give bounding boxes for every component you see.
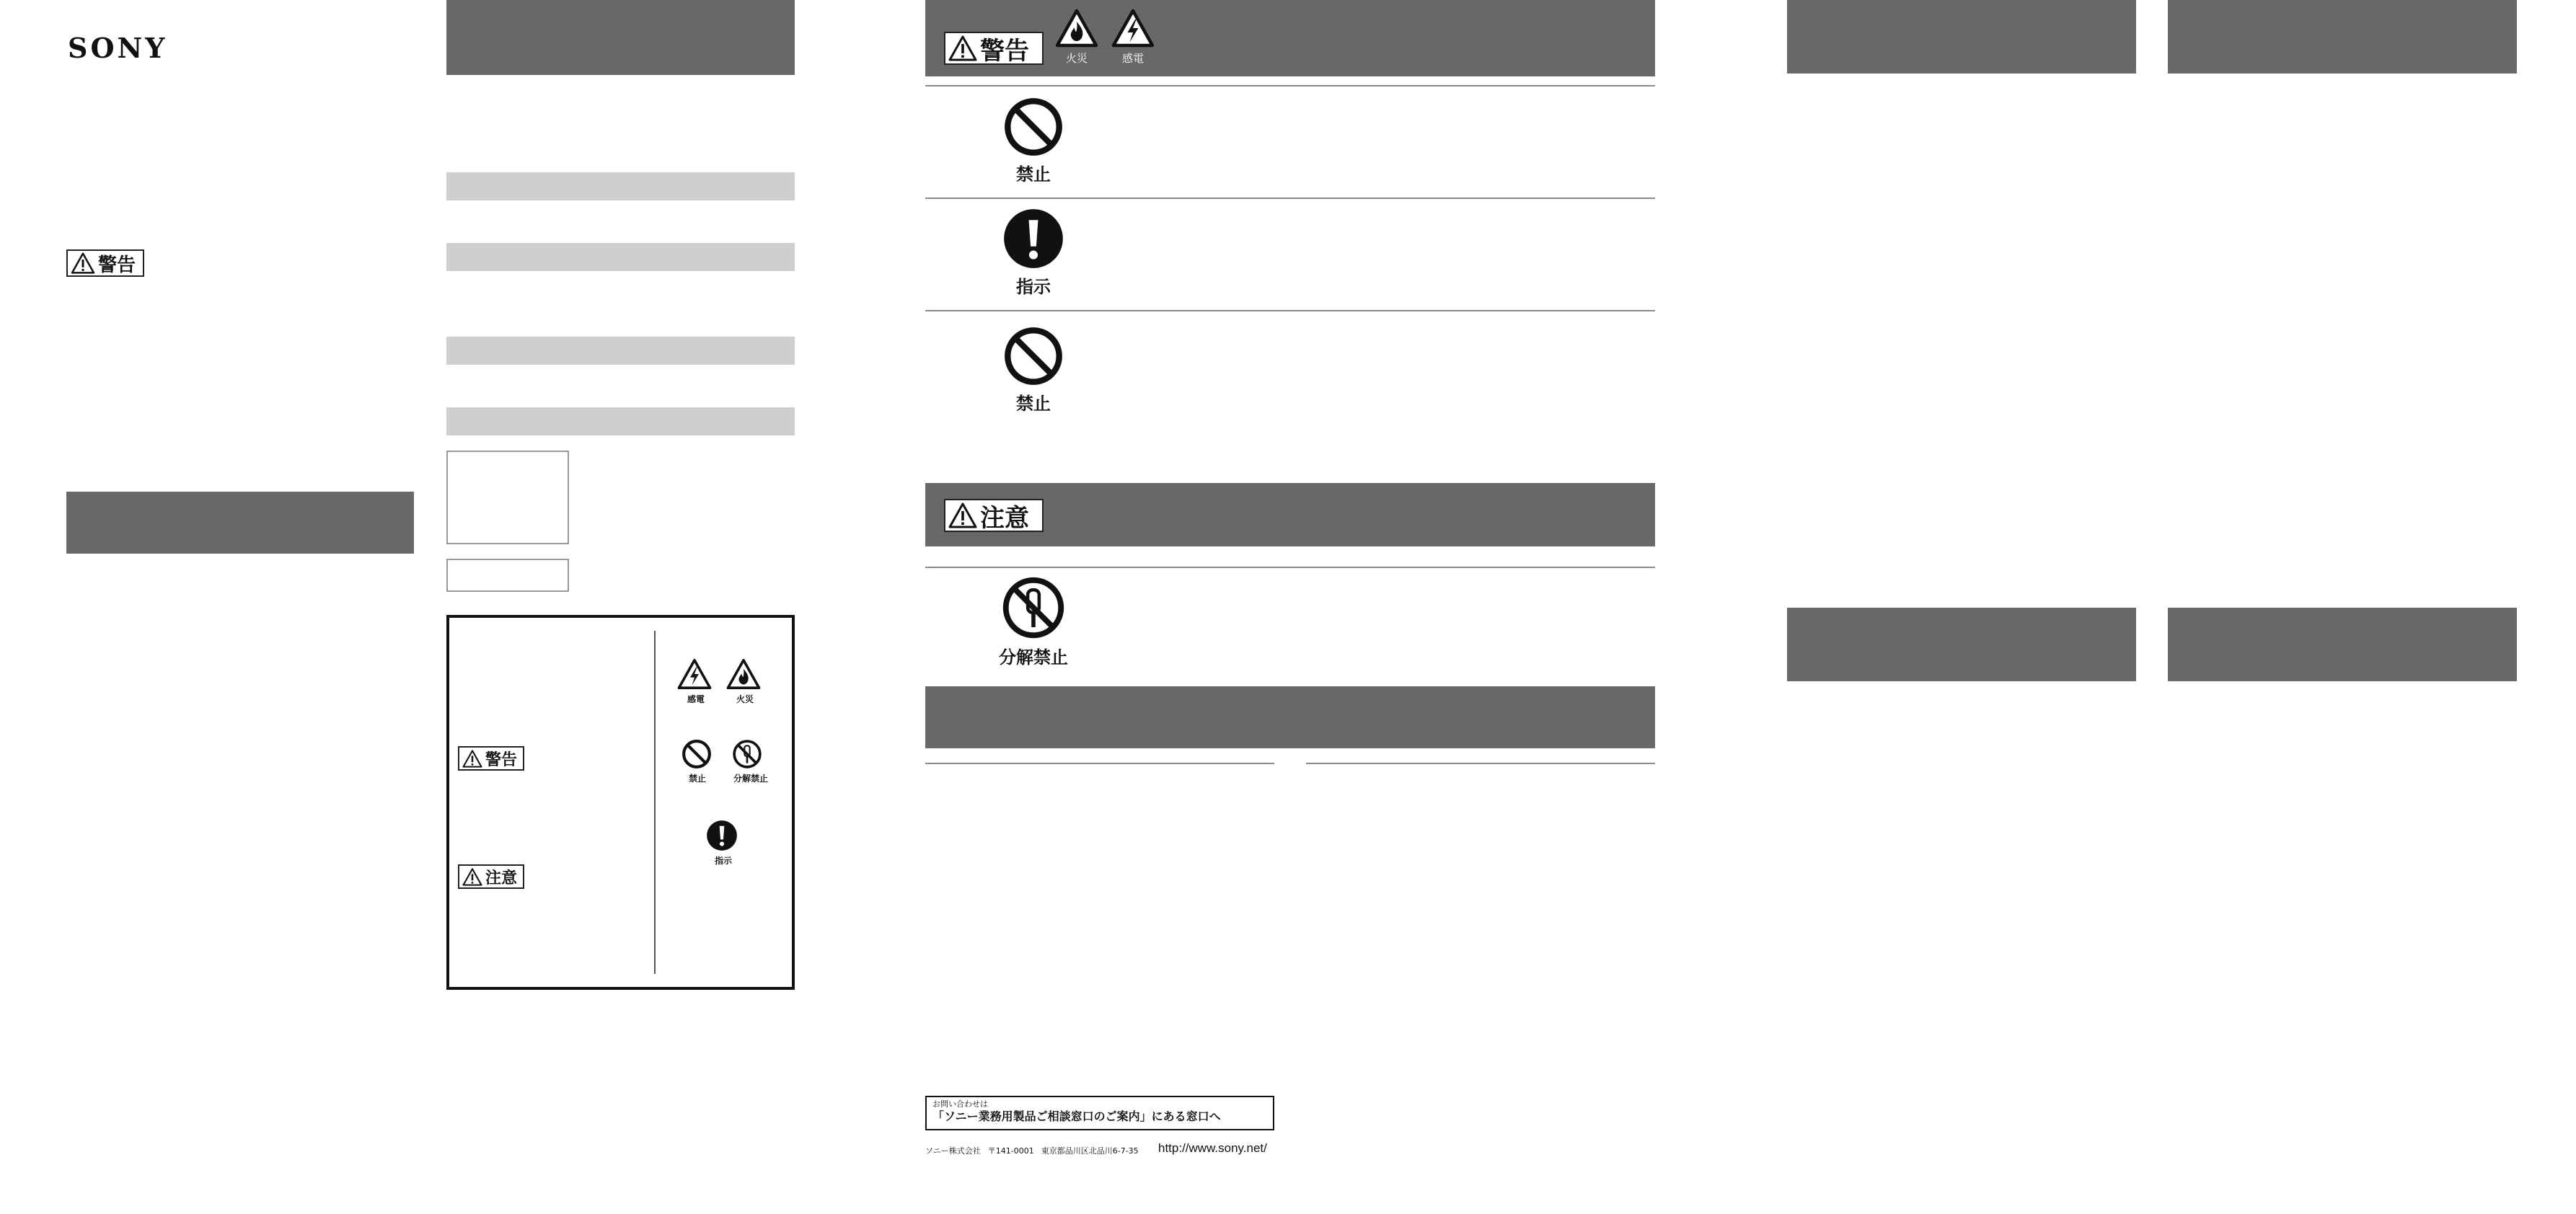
subheader-band <box>446 337 795 365</box>
warning-label-text: 警告 <box>98 254 136 276</box>
section-header-band <box>446 0 795 75</box>
company-name: ソニー株式会社 <box>925 1146 981 1156</box>
legend-warning-text: 警告 <box>485 750 518 769</box>
image-placeholder-box <box>446 451 569 544</box>
caution-section-label <box>944 499 1044 532</box>
brand-logo: SONY <box>68 32 168 64</box>
prohibited-icon <box>1003 326 1064 386</box>
company-url[interactable]: http://www.sony.net/ <box>1158 1141 1267 1155</box>
column-divider-line <box>925 763 1274 764</box>
warning-section-text: 警告 <box>980 36 1029 66</box>
caution-section-text: 注意 <box>980 503 1029 533</box>
postal-code: 〒141-0001 <box>987 1146 1034 1156</box>
section-header-band <box>2168 608 2517 681</box>
electric-shock-icon <box>677 658 712 690</box>
caption-placeholder-box <box>446 559 569 592</box>
electric-shock-icon <box>1111 9 1155 48</box>
shock-hazard-caption: 感電 <box>1121 52 1144 65</box>
warning-label <box>66 249 144 277</box>
warning-triangle-icon <box>462 750 482 768</box>
warning-item-prohibited-2 <box>1001 326 1066 415</box>
legend-instruct <box>706 820 741 867</box>
legend-instruct-caption: 指示 <box>714 856 732 866</box>
caution-item-no-disassembly <box>988 575 1079 668</box>
legend-nodis <box>728 739 774 784</box>
warning-triangle-icon <box>948 35 977 61</box>
section-header-band <box>1787 608 2136 681</box>
fire-hazard-icon <box>1055 9 1098 48</box>
header-shock-hazard <box>1111 9 1155 66</box>
no-disassembly-icon <box>1001 575 1066 640</box>
section-header-band <box>1787 0 2136 74</box>
column-divider-line <box>1306 763 1655 764</box>
no-disassembly-icon <box>732 739 762 769</box>
warning-triangle-icon <box>71 252 95 274</box>
warning-item-prohibited <box>1001 97 1066 185</box>
legend-fire-caption: 火災 <box>736 694 754 704</box>
legend-caution-text: 注意 <box>485 869 518 887</box>
warning-item-instruction <box>1001 208 1066 298</box>
fire-hazard-icon <box>726 658 761 690</box>
instruction-caption: 指示 <box>1016 277 1051 297</box>
legend-warning-label <box>458 746 524 771</box>
header-fire-hazard <box>1055 9 1098 66</box>
symbol-legend-box <box>446 615 795 990</box>
section-header-band <box>66 492 414 554</box>
prohibited-caption: 禁止 <box>1016 394 1051 414</box>
prohibited-icon <box>1003 97 1064 157</box>
instruction-icon <box>706 820 738 851</box>
legend-prohibit <box>682 739 713 784</box>
contact-box <box>925 1096 1274 1130</box>
section-header-band <box>2168 0 2517 74</box>
no-disassembly-caption: 分解禁止 <box>999 647 1068 668</box>
subheader-band <box>446 243 795 271</box>
warning-section-header <box>925 0 1655 76</box>
caution-section-header <box>925 483 1655 546</box>
contact-title-small: お問い合わせは <box>932 1099 988 1109</box>
fire-hazard-caption: 火災 <box>1065 52 1088 65</box>
legend-divider <box>654 631 656 974</box>
section-header-band <box>925 686 1655 748</box>
divider-line <box>925 310 1655 311</box>
contact-title-main: 「ソニー業務用製品ご相談窓口のご案内」にある窓口へ <box>932 1109 1221 1123</box>
legend-prohibit-caption: 禁止 <box>688 774 706 784</box>
subheader-band <box>446 407 795 435</box>
warning-section-label <box>944 32 1044 65</box>
company-address <box>925 1145 1139 1156</box>
warning-triangle-icon <box>948 502 977 528</box>
legend-caution-label <box>458 864 524 889</box>
divider-line <box>925 198 1655 199</box>
divider-line <box>925 567 1655 568</box>
subheader-band <box>446 172 795 200</box>
instruction-icon <box>1002 208 1064 270</box>
warning-triangle-icon <box>462 868 482 886</box>
prohibited-icon <box>682 739 712 769</box>
prohibited-caption: 禁止 <box>1016 164 1051 185</box>
divider-line <box>925 85 1655 87</box>
legend-fire <box>726 658 764 705</box>
legend-nodis-caption: 分解禁止 <box>733 774 768 784</box>
company-address-text: 東京都品川区北品川6-7-35 <box>1041 1146 1139 1156</box>
legend-shock <box>677 658 715 705</box>
legend-shock-caption: 感電 <box>687 694 705 704</box>
